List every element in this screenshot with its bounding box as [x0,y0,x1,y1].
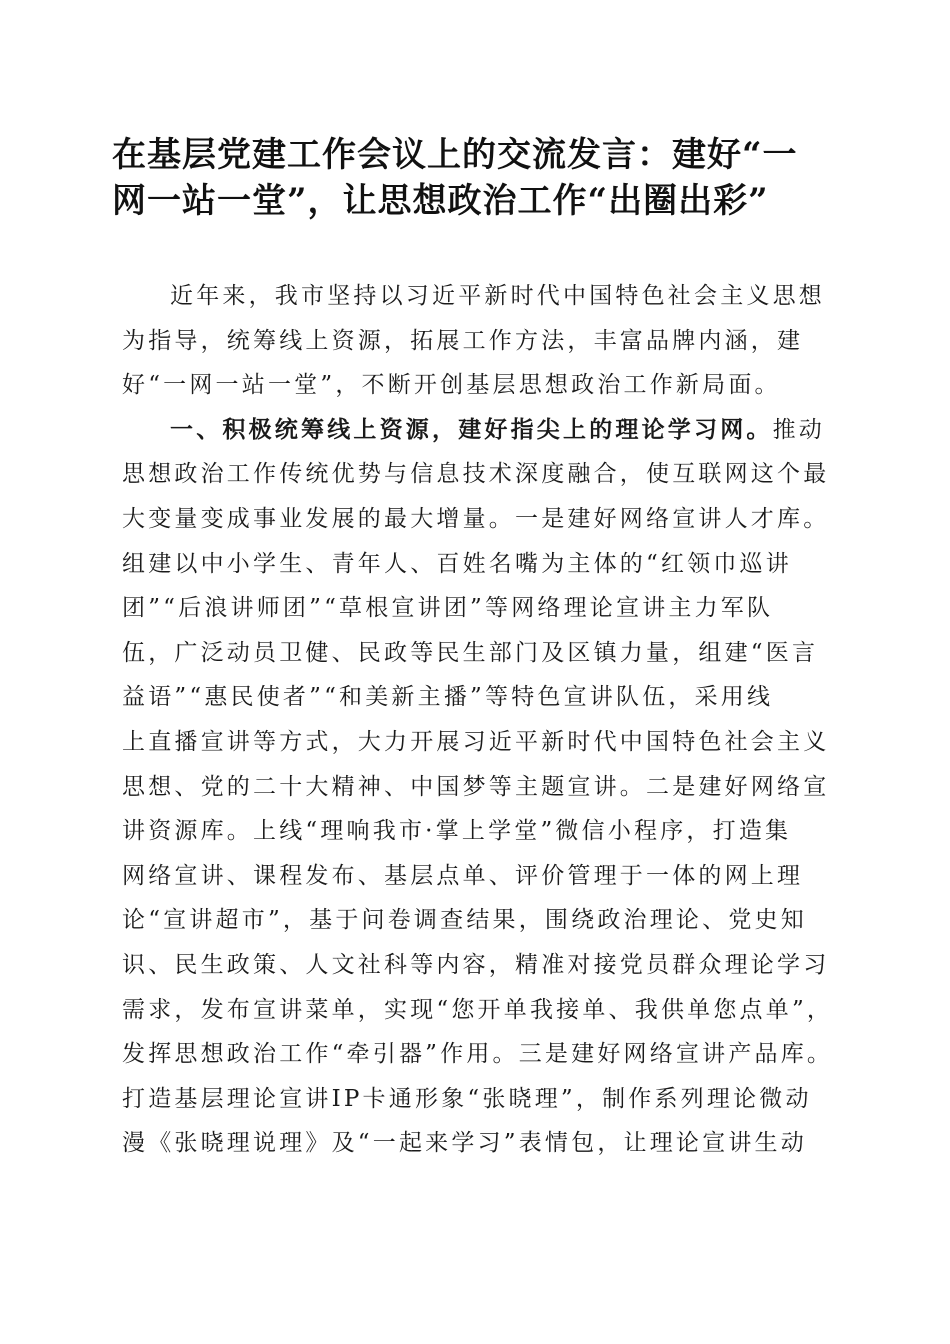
body-line: 漫《张晓理说理》及“一起来学习”表情包，让理论宣讲生动 [122,1130,807,1157]
body-line: 讲资源库。上线“理响我市·掌上学堂”微信小程序，打造集 [122,818,792,845]
body-line: 识、民生政策、人文社科等内容，精准对接党员群众理论学习 [122,951,830,978]
section-heading-line [122,408,834,453]
body-line: 打造基层理论宣讲IP卡通形象“张晓理”，制作系列理论微动 [122,1085,812,1112]
body-line: 网络宣讲、课程发布、基层点单、评价管理于一体的网上理 [122,862,804,889]
body-line: 论“宣讲超市”，基于问卷调查结果，围绕政治理论、党史知 [122,907,807,934]
body-line: 益语”“惠民使者”“和美新主播”等特色宣讲队伍，采用线 [122,684,774,711]
body-line: 需求，发布宣讲菜单，实现“您开单我接单、我供单您点单”， [122,996,834,1023]
body-line: 发挥思想政治工作“牵引器”作用。三是建好网络宣讲产品库。 [122,1041,834,1068]
title-line: 在基层党建工作会议上的交流发言：建好“一 [112,135,798,175]
title-line: 网一站一堂”，让思想政治工作“出圈出彩” [112,181,769,221]
document-title [112,132,838,224]
body-line: 伍，广泛动员卫健、民政等民生部门及区镇力量，组建“医言 [122,639,819,666]
intro-line: 为指导，统筹线上资源，拓展工作方法，丰富品牌内涵，建 [122,327,804,354]
intro-line: 近年来，我市坚持以习近平新时代中国特色社会主义思想 [170,283,825,309]
section-heading: 一、积极统筹线上资源，建好指尖上的理论学习网。 [170,415,773,443]
body-line: 组建以中小学生、青年人、百姓名嘴为主体的“红领巾巡讲 [122,550,792,577]
document-body [122,274,834,1166]
body-line: 上直播宣讲等方式，大力开展习近平新时代中国特色社会主义 [122,728,830,755]
body-line: 大变量变成事业发展的最大增量。一是建好网络宣讲人才库。 [122,505,830,532]
body-line: 思想、党的二十大精神、中国梦等主题宣讲。二是建好网络宣 [122,773,830,800]
intro-line: 好“一网一站一堂”，不断开创基层思想政治工作新局面。 [122,372,781,399]
body-line: 思想政治工作传统优势与信息技术深度融合，使互联网这个最 [122,461,830,488]
section-heading-tail: 推动 [772,416,826,443]
body-line: 团”“后浪讲师团”“草根宣讲团”等网络理论宣讲主力军队 [122,595,774,622]
